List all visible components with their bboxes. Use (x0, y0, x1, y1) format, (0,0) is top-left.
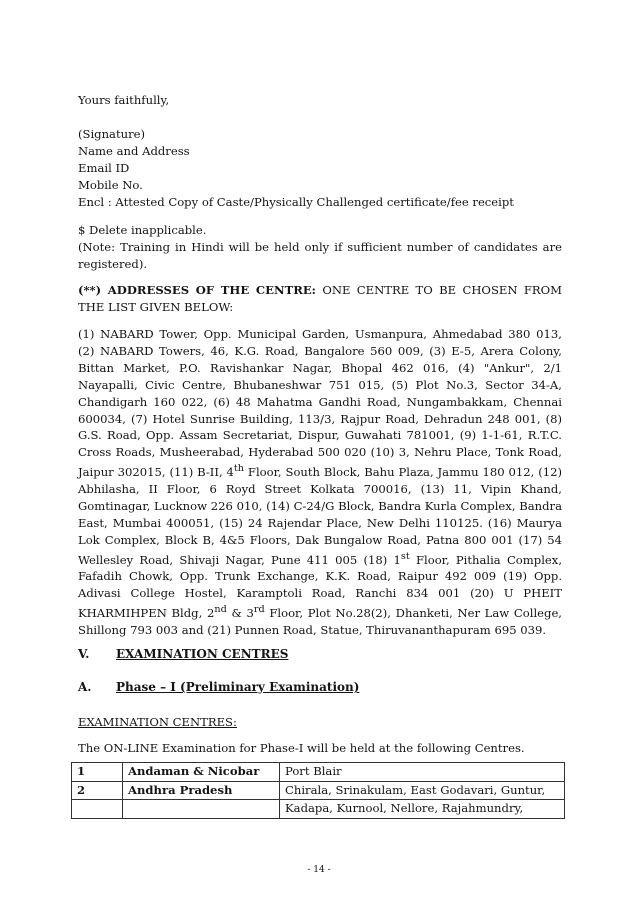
superscript-rd: rd (253, 604, 265, 616)
signature-line: (Signature) (78, 127, 146, 141)
mobile-line: Mobile No. (78, 178, 143, 192)
row-number (72, 800, 123, 819)
state-name (123, 800, 280, 819)
row-number: 1 (72, 763, 123, 782)
centre-cities: Port Blair (280, 763, 565, 782)
addresses-heading-rest: ONE CENTRE TO BE CHOSEN FROM THE LIST GIVEN BELOW: (78, 283, 562, 314)
addresses-heading-bold: (**) ADDRESSES OF THE CENTRE: (78, 283, 316, 297)
section-v-number: V. (78, 647, 90, 661)
state-name: Andhra Pradesh (123, 781, 280, 800)
state-name: Andaman & Nicobar (123, 763, 280, 782)
addresses-text-5: Floor, Plot No.28(2), Dhanketi, Ner Law College, Shillong 793 003 and (21) Punnen Road, Statue, Thiruvananthapuram 695 039. (78, 606, 562, 637)
centres-table (71, 762, 565, 819)
enclosure-line: Encl : Attested Copy of Caste/Physically Challenged certificate/fee receipt (78, 195, 514, 209)
training-note: (Note: Training in Hindi will be held only if sufficient number of candidates are registered). (78, 240, 562, 271)
delete-note: $ Delete inapplicable. (78, 223, 207, 237)
closing-salutation: Yours faithfully, (78, 93, 170, 107)
online-exam-text: The ON-LINE Examination for Phase-I will be held at the following Centres. (78, 741, 525, 755)
addresses-text-3: Floor, Pithalia Complex, Fafadih Chowk, Opp. Trunk Exchange, K.K. Road, Raipur 492 009 (19) Opp. Adivasi College Hostel, Karamptoli Road, Ranchi 834 001 (20) U PHEIT KHARMIHPEN Bldg, 2 (78, 552, 562, 621)
addresses-text-1: (1) NABARD Tower, Opp. Municipal Garden, Usmanpura, Ahmedabad 380 013, (2) NABARD Towers, 46, K.G. Road, Bangalore 560 009, (3) E-5, Arera Colony, Bittan Market, P.O. Ravishankar Nagar, Bhopal 462 016, (4) "Ankur", 2/1 Nayapalli, Civic Centre, Bhubaneshwar 751 015, (5) Plot No.3, Sector 34-A, Chandigarh 160 022, (6) 48 Mahatma Gandhi Road, Nungambakkam, Chennai 600034, (7) Hotel Sunrise Building, 113/3, Rajpur Road, Dehradun 248 001, (8) G.S. Road, Opp. Assam Secretariat, Dispur, Guwahati 781001, (9) 1-1-61, R.T.C. Cross Roads, Musheerabad, Hyderabad 500 020 (10) 3, Nehru Place, Tonk Road, Jaipur 302015, (11) B-II, 4 (78, 327, 562, 480)
superscript-nd: nd (214, 604, 227, 616)
name-address-line: Name and Address (78, 144, 190, 158)
table-row (72, 763, 565, 782)
examination-centres-heading: EXAMINATION CENTRES: (78, 715, 237, 729)
superscript-st: st (400, 550, 410, 562)
centre-cities: Chirala, Srinakulam, East Godavari, Guntur, (280, 781, 565, 800)
table-row (72, 800, 565, 819)
addresses-text-2: Floor, South Block, Bahu Plaza, Jammu 180 012, (12) Abhilasha, II Floor, 6 Royd Street Kolkata 700016, (13) 11, Vipin Khand, Gomtinagar, Lucknow 226 010, (14) C-24/G Block, Bandra Kurla Complex, Bandra East, Mumbai 400051, (15) 24 Rajendar Place, New Delhi 110125. (16) Maurya Lok Complex, Block B, 4&5 Floors, Dak Bungalow Road, Patna 800 001 (17) 54 Wellesley Road, Shivaji Nagar, Pune 411 005 (18) 1 (78, 465, 562, 567)
superscript-th: th (233, 463, 245, 475)
centre-addresses-paragraph (78, 326, 562, 639)
section-v-title: EXAMINATION CENTRES (116, 647, 289, 661)
addresses-text-4: & 3 (226, 606, 254, 621)
email-line: Email ID (78, 161, 130, 175)
section-a-number: A. (78, 680, 92, 694)
table-row (72, 781, 565, 800)
page-number: - 14 - (307, 865, 331, 875)
row-number: 2 (72, 781, 123, 800)
section-a-title: Phase – I (Preliminary Examination) (116, 680, 360, 694)
centre-cities: Kadapa, Kurnool, Nellore, Rajahmundry, (280, 800, 565, 819)
addresses-heading (78, 282, 562, 316)
